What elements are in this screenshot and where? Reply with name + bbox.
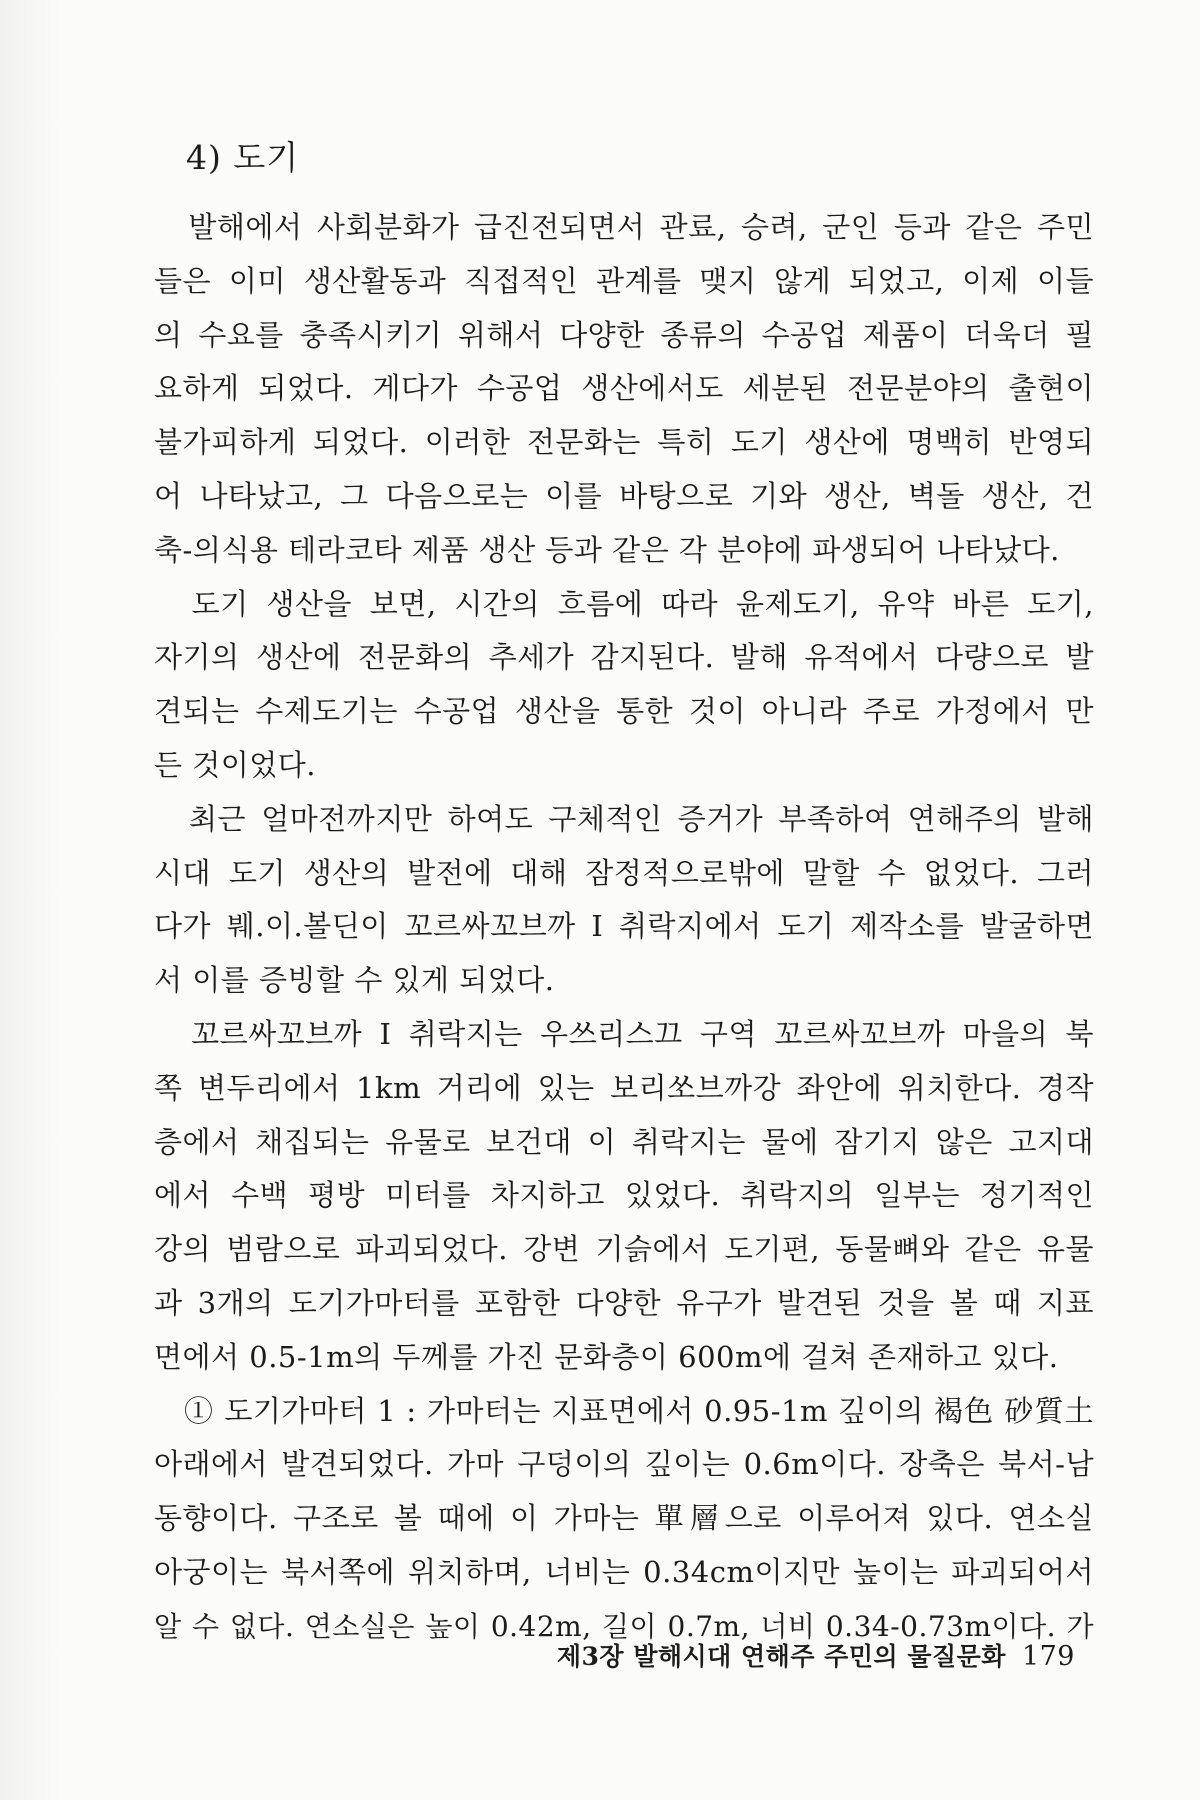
text-line: 축-의식용 테라코타 제품 생산 등과 같은 각 분야에 파생되어 나타났다. [154, 532, 1060, 567]
text-line: 꼬르싸꼬브까 I 취락지는 우쓰리스끄 구역 꼬르싸꼬브까 마을의 북 [154, 1016, 1094, 1051]
text-line: 동향이다. 구조로 볼 때에 이 가마는 單層으로 이루어져 있다. 연소실 [154, 1501, 1094, 1536]
text-line: 최근 얼마전까지만 하여도 구체적인 증거가 부족하여 연해주의 발해 [154, 801, 1094, 836]
text-line: 쪽 변두리에서 1km 거리에 있는 보리쏘브까강 좌안에 위치한다. 경작 [154, 1070, 1094, 1105]
running-footer [557, 1637, 1075, 1673]
text-line: ① 도기가마터 1 : 가마터는 지표면에서 0.95-1m 깊이의 褐色 砂質土 [154, 1393, 1094, 1428]
text-line: 알 수 없다. 연소실은 높이 0.42m, 길이 0.7m, 너비 0.34-0.73m이다. 가 [154, 1609, 1094, 1643]
page-edge-shading [0, 0, 60, 1800]
text-line: 과 3개의 도기가마터를 포함한 다양한 유구가 발견된 것을 볼 때 지표 [154, 1285, 1094, 1320]
text-line: 도기 생산을 보면, 시간의 흐름에 따라 윤제도기, 유약 바른 도기, [154, 586, 1094, 621]
running-title: 제3장 발해시대 연해주 주민의 물질문화 [556, 1642, 1006, 1671]
paragraph [154, 793, 1094, 1008]
body-text [154, 201, 1094, 1654]
page-number: 179 [1021, 1641, 1075, 1672]
text-line: 든 것이었다. [154, 747, 317, 782]
text-line: 의 수요를 충족시키기 위해서 다양한 종류의 수공업 제품이 더욱더 필 [154, 317, 1094, 352]
text-line: 면에서 0.5-1m의 두께를 가진 문화층이 600m에 걸쳐 존재하고 있다. [154, 1339, 1059, 1374]
paragraph [154, 578, 1094, 793]
text-line: 어 나타났고, 그 다음으로는 이를 바탕으로 기와 생산, 벽돌 생산, 건 [154, 478, 1094, 513]
text-line: 강의 범람으로 파괴되었다. 강변 기슭에서 도기편, 동물뼈와 같은 유물 [154, 1232, 1094, 1267]
text-line: 시대 도기 생산의 발전에 대해 잠정적으로밖에 말할 수 없었다. 그러 [154, 855, 1094, 890]
text-line: 층에서 채집되는 유물로 보건대 이 취락지는 물에 잠기지 않은 고지대 [154, 1124, 1094, 1159]
section-heading: 4) 도기 [186, 138, 300, 177]
paragraph [154, 201, 1094, 578]
text-line: 에서 수백 평방 미터를 차지하고 있었다. 취락지의 일부는 정기적인 [154, 1178, 1094, 1213]
text-line: 자기의 생산에 전문화의 추세가 감지된다. 발해 유적에서 다량으로 발 [154, 640, 1094, 675]
text-line: 아궁이는 북서쪽에 위치하며, 너비는 0.34cm이지만 높이는 파괴되어서 [154, 1554, 1094, 1589]
text-line: 서 이를 증빙할 수 있게 되었다. [154, 963, 555, 998]
text-line: 다가 붸.이.볼딘이 꼬르싸꼬브까 I 취락지에서 도기 제작소를 발굴하면 [154, 909, 1094, 944]
text-line: 견되는 수제도기는 수공업 생산을 통한 것이 아니라 주로 가정에서 만 [154, 694, 1094, 729]
text-line: 불가피하게 되었다. 이러한 전문화는 특히 도기 생산에 명백히 반영되 [154, 425, 1094, 460]
paragraph [154, 1385, 1094, 1654]
paragraph [154, 1008, 1094, 1385]
text-line: 들은 이미 생산활동과 직접적인 관계를 맺지 않게 되었고, 이제 이들 [154, 263, 1094, 298]
text-line: 아래에서 발견되었다. 가마 구덩이의 깊이는 0.6m이다. 장축은 북서-남 [154, 1447, 1094, 1482]
text-line: 발해에서 사회분화가 급진전되면서 관료, 승려, 군인 등과 같은 주민 [154, 210, 1094, 244]
text-line: 요하게 되었다. 게다가 수공업 생산에서도 세분된 전문분야의 출현이 [154, 371, 1094, 406]
